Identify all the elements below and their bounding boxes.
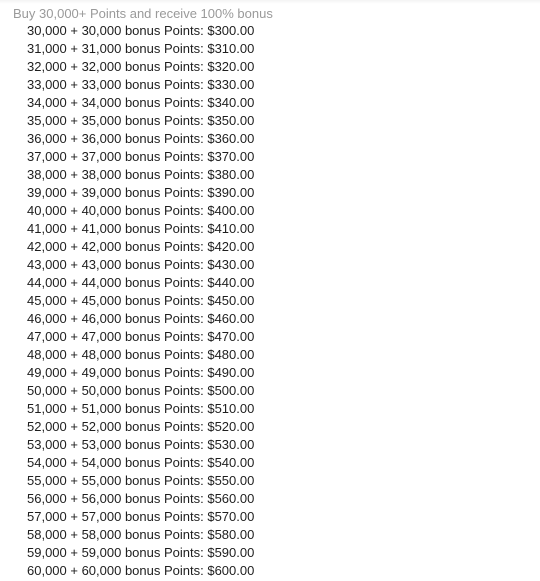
option-group-header: Buy 30,000+ Points and receive 100% bonus (13, 6, 273, 21)
points-option[interactable]: 33,000 + 33,000 bonus Points: $330.00 (27, 77, 255, 92)
top-edge-shadow (0, 0, 540, 4)
points-options-list (27, 22, 527, 580)
points-option[interactable]: 53,000 + 53,000 bonus Points: $530.00 (27, 437, 255, 452)
points-option[interactable]: 30,000 + 30,000 bonus Points: $300.00 (27, 23, 255, 38)
points-option[interactable]: 50,000 + 50,000 bonus Points: $500.00 (27, 383, 255, 398)
points-option[interactable]: 59,000 + 59,000 bonus Points: $590.00 (27, 545, 255, 560)
points-option[interactable]: 41,000 + 41,000 bonus Points: $410.00 (27, 221, 255, 236)
points-option[interactable]: 55,000 + 55,000 bonus Points: $550.00 (27, 473, 255, 488)
points-option[interactable]: 32,000 + 32,000 bonus Points: $320.00 (27, 59, 255, 74)
points-option[interactable]: 56,000 + 56,000 bonus Points: $560.00 (27, 491, 255, 506)
points-option[interactable]: 43,000 + 43,000 bonus Points: $430.00 (27, 257, 255, 272)
points-option[interactable]: 44,000 + 44,000 bonus Points: $440.00 (27, 275, 255, 290)
points-option[interactable]: 45,000 + 45,000 bonus Points: $450.00 (27, 293, 255, 308)
points-option[interactable]: 51,000 + 51,000 bonus Points: $510.00 (27, 401, 255, 416)
points-option[interactable]: 39,000 + 39,000 bonus Points: $390.00 (27, 185, 255, 200)
points-option[interactable]: 49,000 + 49,000 bonus Points: $490.00 (27, 365, 255, 380)
points-option[interactable]: 57,000 + 57,000 bonus Points: $570.00 (27, 509, 255, 524)
points-option[interactable]: 36,000 + 36,000 bonus Points: $360.00 (27, 131, 255, 146)
points-option[interactable]: 60,000 + 60,000 bonus Points: $600.00 (27, 563, 255, 578)
points-option[interactable]: 48,000 + 48,000 bonus Points: $480.00 (27, 347, 255, 362)
points-option[interactable]: 31,000 + 31,000 bonus Points: $310.00 (27, 41, 255, 56)
points-option[interactable]: 54,000 + 54,000 bonus Points: $540.00 (27, 455, 255, 470)
points-option[interactable]: 37,000 + 37,000 bonus Points: $370.00 (27, 149, 255, 164)
points-option[interactable]: 34,000 + 34,000 bonus Points: $340.00 (27, 95, 255, 110)
points-option[interactable]: 40,000 + 40,000 bonus Points: $400.00 (27, 203, 255, 218)
points-option[interactable]: 46,000 + 46,000 bonus Points: $460.00 (27, 311, 255, 326)
points-option[interactable]: 52,000 + 52,000 bonus Points: $520.00 (27, 419, 255, 434)
points-option[interactable]: 42,000 + 42,000 bonus Points: $420.00 (27, 239, 255, 254)
points-option[interactable]: 58,000 + 58,000 bonus Points: $580.00 (27, 527, 255, 542)
points-option[interactable]: 38,000 + 38,000 bonus Points: $380.00 (27, 167, 255, 182)
points-option[interactable]: 47,000 + 47,000 bonus Points: $470.00 (27, 329, 255, 344)
points-option[interactable]: 35,000 + 35,000 bonus Points: $350.00 (27, 113, 255, 128)
